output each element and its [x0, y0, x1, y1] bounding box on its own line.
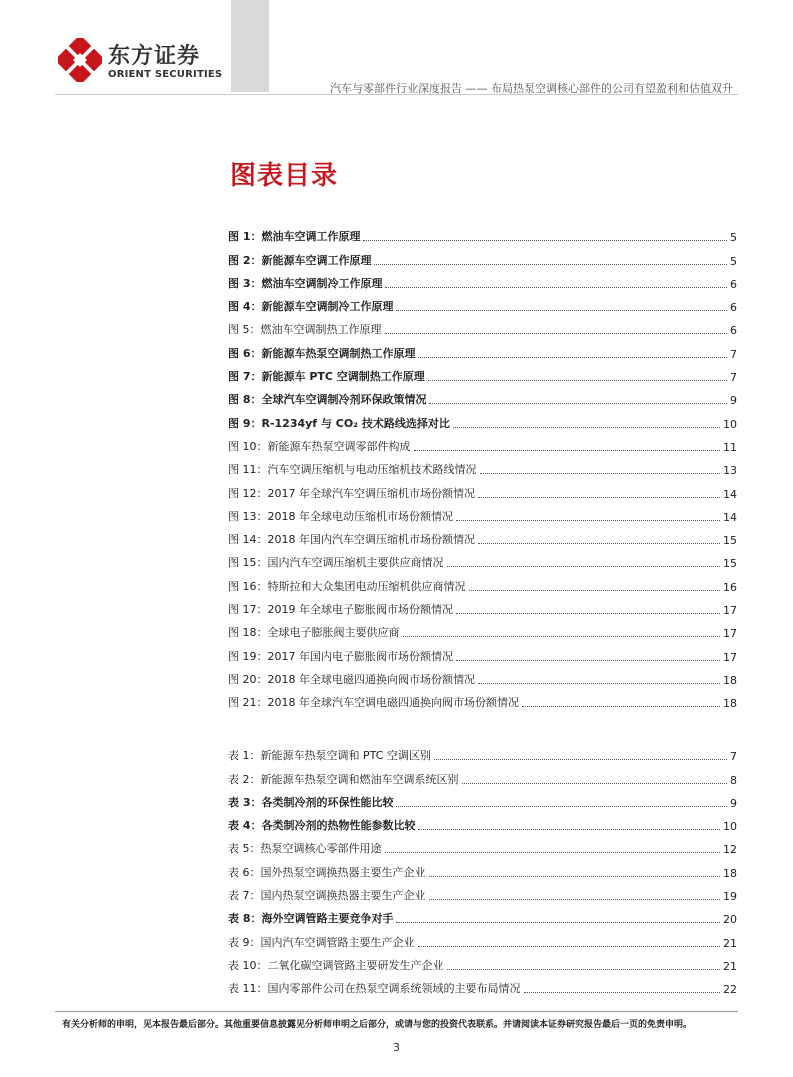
toc-entry-page: 17	[723, 627, 737, 641]
toc-entry-page: 9	[730, 394, 737, 408]
toc-entry-number: 表 10	[228, 958, 257, 972]
toc-entry-title: 燃油车空调工作原理	[261, 230, 361, 244]
table-toc-entry[interactable]	[228, 950, 737, 973]
header-gray-band	[231, 0, 269, 92]
toc-entry-title: 新能源车热泵空调和 PTC 空调区别	[260, 749, 431, 763]
toc-entry-page: 5	[730, 231, 737, 245]
toc-entry-colon: ：	[250, 346, 262, 360]
table-toc-entry[interactable]	[228, 833, 737, 856]
figure-toc-entry[interactable]	[228, 291, 737, 314]
figure-toc-entry[interactable]	[228, 268, 737, 291]
toc-leader-dots	[469, 590, 721, 591]
toc-entry-title: 新能源车 PTC 空调制热工作原理	[261, 370, 425, 384]
toc-entry-page: 7	[730, 750, 737, 764]
toc-entry-title: 国内热泵空调换热器主要生产企业	[260, 889, 426, 903]
toc-entry-page: 13	[723, 464, 737, 478]
table-toc-entry[interactable]	[228, 810, 737, 833]
toc-entry-title: 燃油车空调制冷工作原理	[261, 276, 383, 290]
toc-entry-colon: ：	[256, 626, 268, 640]
figure-toc-entry[interactable]	[228, 314, 737, 337]
toc-entry-number: 图 3	[228, 276, 251, 290]
toc-entry-number: 图 9	[228, 416, 251, 430]
figure-toc-entry[interactable]	[228, 384, 737, 407]
figure-toc-entry[interactable]	[228, 244, 737, 267]
toc-leader-dots	[478, 497, 720, 498]
toc-entry-number: 表 9	[228, 935, 250, 949]
toc-entry-colon: ：	[256, 556, 268, 570]
toc-entry-number: 图 4	[228, 300, 251, 314]
toc-entry-page: 22	[723, 983, 737, 997]
toc-entry-number: 图 13	[228, 509, 257, 523]
toc-leader-dots	[447, 969, 721, 970]
table-toc-entry[interactable]	[228, 787, 737, 810]
toc-entry-colon: ：	[256, 696, 268, 710]
figure-toc-entry[interactable]	[228, 570, 737, 593]
toc-entry-title: 国外热泵空调换热器主要生产企业	[260, 865, 426, 879]
footer-divider	[55, 1011, 738, 1012]
toc-entry-number: 图 19	[228, 649, 257, 663]
toc-leader-dots	[414, 450, 721, 451]
toc-entry-number: 表 8	[228, 912, 251, 926]
toc-leader-dots	[456, 613, 720, 614]
toc-entry-number: 图 2	[228, 253, 251, 267]
toc-entry-title: 新能源车空调工作原理	[261, 253, 372, 267]
toc-leader-dots	[447, 566, 721, 567]
toc-entry-colon: ：	[256, 579, 268, 593]
toc-entry-page: 11	[723, 440, 737, 454]
toc-leader-dots	[385, 333, 728, 334]
table-toc-entry[interactable]	[228, 763, 737, 786]
toc-entry-colon: ：	[256, 509, 268, 523]
toc-entry-number: 图 15	[228, 556, 257, 570]
toc-entry-colon: ：	[249, 749, 261, 763]
toc-entry-number: 图 8	[228, 393, 251, 407]
toc-entry-title: 新能源车热泵空调制热工作原理	[261, 346, 416, 360]
toc-entry-colon: ：	[256, 486, 268, 500]
toc-entry-number: 图 7	[228, 370, 251, 384]
toc-entry-colon: ：	[249, 772, 261, 786]
toc-entry-page: 7	[730, 347, 737, 361]
toc-entry-colon: ：	[249, 889, 261, 903]
toc-entry-page: 18	[723, 673, 737, 687]
toc-entry-number: 图 11	[228, 463, 257, 477]
logo-english-name: ORIENT SECURITIES	[108, 69, 223, 80]
table-toc-entry[interactable]	[228, 740, 737, 763]
toc-entry-colon: ：	[250, 416, 262, 430]
toc-entry-title: 2017 年全球汽车空调压缩机市场份额情况	[267, 486, 475, 500]
toc-leader-dots	[428, 380, 727, 381]
toc-leader-dots	[396, 922, 720, 923]
toc-entry-page: 12	[723, 843, 737, 857]
report-header-title: 汽车与零部件行业深度报告 —— 布局热泵空调核心部件的公司有望盈利和估值双升	[330, 82, 733, 95]
page-number: 3	[393, 1041, 400, 1054]
toc-entry-number: 图 10	[228, 439, 257, 453]
toc-entry-title: 2017 年国内电子膨胀阀市场份额情况	[267, 649, 453, 663]
toc-entry-page: 8	[730, 773, 737, 787]
toc-entry-colon: ：	[256, 672, 268, 686]
toc-entry-number: 表 7	[228, 889, 250, 903]
toc-entry-title: 二氧化碳空调管路主要研发生产企业	[267, 958, 444, 972]
toc-entry-title: 2018 年国内汽车空调压缩机市场份额情况	[267, 533, 475, 547]
toc-entry-colon: ：	[250, 300, 262, 314]
toc-entry-page: 5	[730, 254, 737, 268]
toc-entry-number: 表 6	[228, 865, 250, 879]
figure-toc-entry[interactable]	[228, 594, 737, 617]
toc-entry-colon: ：	[256, 958, 268, 972]
toc-entry-page: 17	[723, 650, 737, 664]
toc-entry-page: 14	[723, 487, 737, 501]
toc-entry-title: 新能源车空调制冷工作原理	[261, 300, 394, 314]
toc-entry-title: 燃油车空调制热工作原理	[260, 323, 382, 337]
toc-entry-page: 15	[723, 557, 737, 571]
toc-leader-dots	[385, 852, 721, 853]
toc-leader-dots	[429, 403, 727, 404]
toc-entry-number: 图 12	[228, 486, 257, 500]
toc-entry-number: 表 3	[228, 795, 251, 809]
toc-entry-colon: ：	[250, 795, 262, 809]
toc-entry-page: 10	[723, 820, 737, 834]
toc-title: 图表目录	[230, 161, 339, 191]
toc-entry-page: 21	[723, 936, 737, 950]
toc-entry-title: 海外空调管路主要竞争对手	[261, 912, 394, 926]
toc-leader-dots	[385, 287, 727, 288]
toc-entry-title: 各类制冷剂的环保性能比较	[261, 795, 394, 809]
toc-leader-dots	[363, 240, 727, 241]
toc-entry-colon: ：	[256, 463, 268, 477]
toc-leader-dots	[524, 992, 721, 993]
logo-chinese-name: 东方证券	[108, 44, 201, 69]
toc-entry-title: 各类制冷剂的热物性能参数比较	[261, 819, 416, 833]
toc-entry-page: 6	[730, 301, 737, 315]
toc-entry-page: 15	[723, 534, 737, 548]
toc-entry-title: 国内汽车空调压缩机主要供应商情况	[267, 556, 444, 570]
table-toc-entry[interactable]	[228, 926, 737, 949]
toc-entry-number: 图 1	[228, 230, 251, 244]
toc-leader-dots	[429, 876, 721, 877]
figure-toc-entry[interactable]	[228, 454, 737, 477]
toc-entry-number: 图 21	[228, 696, 257, 710]
toc-leader-dots	[522, 706, 720, 707]
figure-toc-entry[interactable]	[228, 547, 737, 570]
toc-leader-dots	[478, 683, 720, 684]
toc-entry-title: 新能源车热泵空调零部件构成	[267, 439, 411, 453]
orient-securities-logo-icon	[58, 38, 102, 82]
toc-entry-colon: ：	[256, 603, 268, 617]
header-divider	[55, 94, 738, 95]
toc-leader-dots	[434, 759, 727, 760]
toc-entry-colon: ：	[256, 649, 268, 663]
toc-entry-title: R-1234yf 与 CO₂ 技术路线选择对比	[261, 416, 450, 430]
figure-toc-entry[interactable]	[228, 361, 737, 384]
toc-entry-title: 全球汽车空调制冷剂环保政策情况	[261, 393, 427, 407]
toc-entry-number: 图 6	[228, 346, 251, 360]
figure-toc-entry[interactable]	[228, 337, 737, 360]
table-list	[228, 740, 737, 996]
toc-entry-number: 表 1	[228, 749, 250, 763]
figure-toc-entry[interactable]	[228, 221, 737, 244]
table-toc-entry[interactable]	[228, 880, 737, 903]
toc-leader-dots	[374, 264, 727, 265]
toc-entry-colon: ：	[249, 865, 261, 879]
figure-toc-entry[interactable]	[228, 664, 737, 687]
toc-entry-number: 图 14	[228, 533, 257, 547]
toc-entry-page: 16	[723, 580, 737, 594]
toc-entry-page: 14	[723, 510, 737, 524]
figure-list	[228, 221, 737, 710]
toc-leader-dots	[429, 899, 721, 900]
toc-leader-dots	[396, 806, 727, 807]
toc-entry-colon: ：	[250, 276, 262, 290]
figure-toc-entry[interactable]	[228, 501, 737, 524]
toc-entry-colon: ：	[249, 842, 261, 856]
toc-entry-number: 表 5	[228, 842, 250, 856]
toc-entry-title: 特斯拉和大众集团电动压缩机供应商情况	[267, 579, 466, 593]
toc-entry-page: 7	[730, 371, 737, 385]
toc-leader-dots	[456, 660, 720, 661]
figure-toc-entry[interactable]	[228, 640, 737, 663]
toc-entry-title: 2018 年全球汽车空调电磁四通换向阀市场份额情况	[267, 696, 519, 710]
toc-entry-number: 表 2	[228, 772, 250, 786]
toc-entry-page: 21	[723, 959, 737, 973]
toc-entry-colon: ：	[256, 982, 268, 996]
toc-entry-colon: ：	[250, 370, 262, 384]
footer-disclaimer: 有关分析师的申明，见本报告最后部分。其他重要信息披露见分析师申明之后部分，或请与您的投资代表联系。并请阅读本证券研究报告最后一页的免责申明。	[62, 1020, 693, 1030]
toc-entry-title: 新能源车热泵空调和燃油车空调系统区别	[260, 772, 459, 786]
toc-entry-page: 17	[723, 604, 737, 618]
table-toc-entry[interactable]	[228, 903, 737, 926]
figure-toc-entry[interactable]	[228, 617, 737, 640]
toc-entry-colon: ：	[250, 393, 262, 407]
figure-toc-entry[interactable]	[228, 524, 737, 547]
toc-entry-title: 全球电子膨胀阀主要供应商	[267, 626, 400, 640]
toc-entry-page: 18	[723, 697, 737, 711]
toc-leader-dots	[418, 946, 721, 947]
toc-entry-number: 表 11	[228, 982, 257, 996]
toc-leader-dots	[403, 636, 721, 637]
toc-leader-dots	[418, 357, 727, 358]
toc-entry-number: 图 20	[228, 672, 257, 686]
toc-entry-number: 图 17	[228, 603, 257, 617]
figure-toc-entry[interactable]	[228, 477, 737, 500]
toc-entry-colon: ：	[256, 439, 268, 453]
toc-leader-dots	[478, 543, 720, 544]
toc-entry-colon: ：	[250, 230, 262, 244]
toc-leader-dots	[462, 783, 728, 784]
toc-leader-dots	[453, 427, 720, 428]
toc-entry-colon: ：	[249, 323, 261, 337]
toc-entry-page: 6	[730, 277, 737, 291]
toc-entry-title: 2018 年全球电磁四通换向阀市场份额情况	[267, 672, 475, 686]
toc-entry-page: 10	[723, 417, 737, 431]
toc-entry-page: 9	[730, 796, 737, 810]
toc-leader-dots	[480, 473, 721, 474]
toc-entry-title: 2018 年全球电动压缩机市场份额情况	[267, 509, 453, 523]
toc-entry-colon: ：	[250, 912, 262, 926]
figure-toc-entry[interactable]	[228, 687, 737, 710]
toc-entry-title: 2019 年全球电子膨胀阀市场份额情况	[267, 603, 453, 617]
toc-entry-number: 图 5	[228, 323, 250, 337]
toc-leader-dots	[456, 520, 720, 521]
toc-entry-number: 图 16	[228, 579, 257, 593]
table-toc-entry[interactable]	[228, 973, 737, 996]
toc-entry-title: 热泵空调核心零部件用途	[260, 842, 382, 856]
figure-toc-entry[interactable]	[228, 407, 737, 430]
toc-entry-colon: ：	[256, 533, 268, 547]
toc-entry-title: 国内汽车空调管路主要生产企业	[260, 935, 415, 949]
toc-entry-colon: ：	[250, 819, 262, 833]
toc-leader-dots	[418, 829, 720, 830]
toc-entry-title: 国内零部件公司在热泵空调系统领域的主要布局情况	[267, 982, 521, 996]
toc-entry-colon: ：	[250, 253, 262, 267]
toc-entry-page: 6	[730, 324, 737, 338]
table-toc-entry[interactable]	[228, 856, 737, 879]
toc-entry-title: 汽车空调压缩机与电动压缩机技术路线情况	[267, 463, 477, 477]
figure-toc-entry[interactable]	[228, 431, 737, 454]
toc-entry-page: 19	[723, 890, 737, 904]
toc-entry-colon: ：	[249, 935, 261, 949]
toc-entry-number: 图 18	[228, 626, 257, 640]
toc-entry-number: 表 4	[228, 819, 251, 833]
toc-entry-page: 20	[723, 913, 737, 927]
toc-entry-page: 18	[723, 866, 737, 880]
toc-leader-dots	[396, 310, 727, 311]
